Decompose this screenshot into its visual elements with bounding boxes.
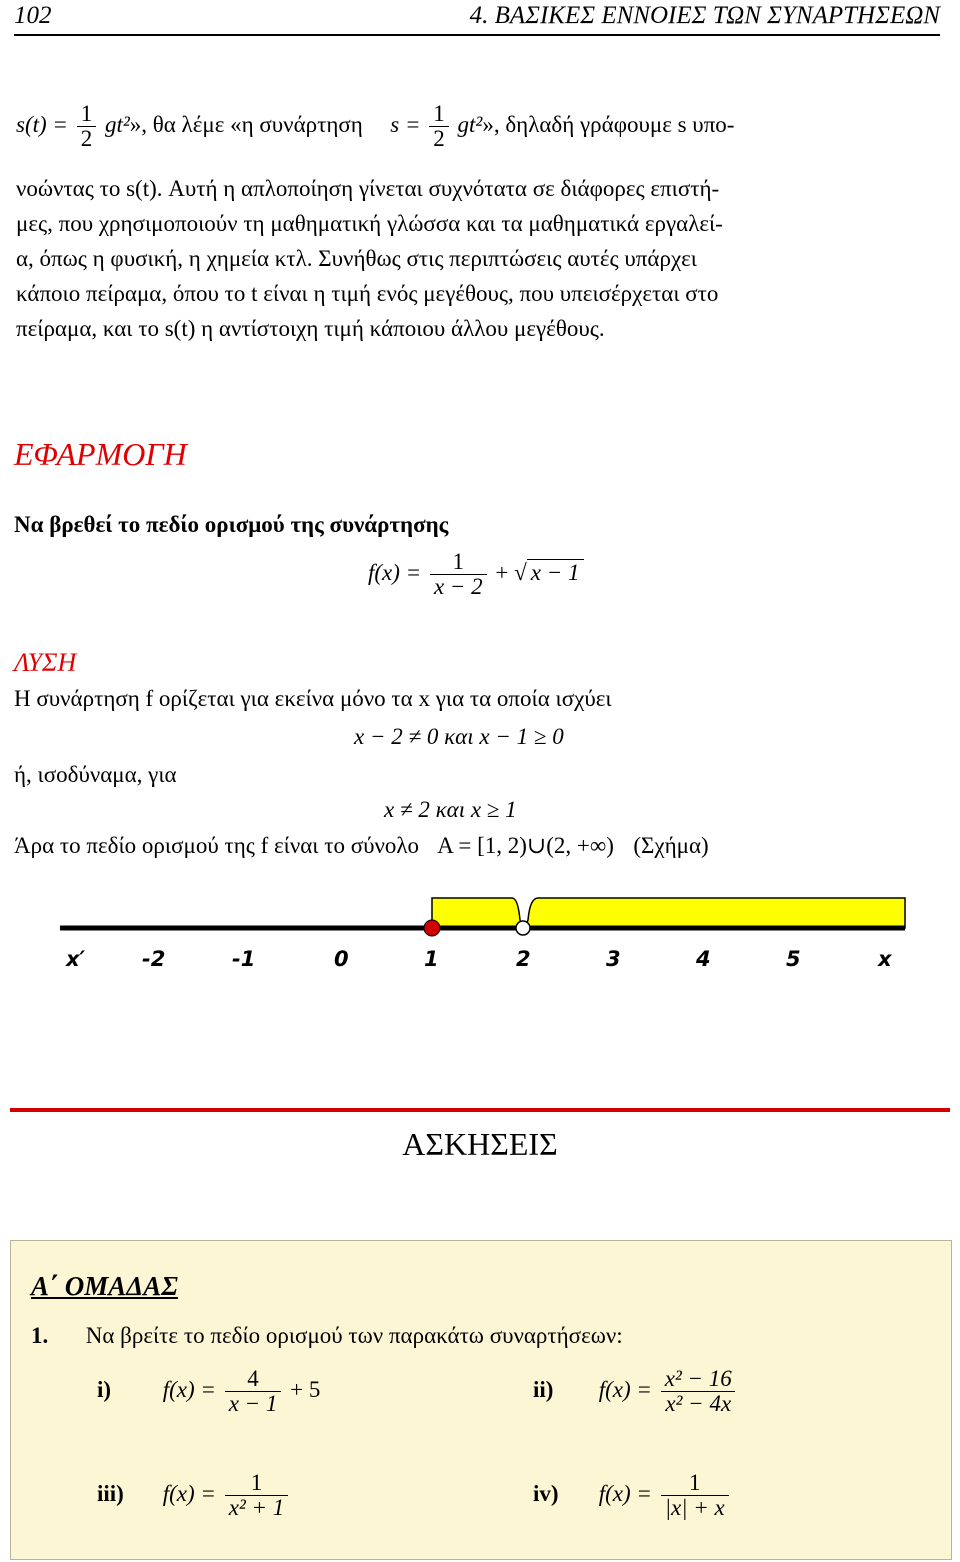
intro-line-1: s(t) = $\frac{1}{2}$ gt²», θα λέμε «η συνάρτηση s = $\frac{1}{2}$ gt²», δηλαδή γράφουμε s υπο- [16, 101, 735, 152]
application-title: ΕΦΑΡΜΟΓΗ [14, 436, 187, 472]
solution-line-1: Η συνάρτηση f ορίζεται για εκείνα μόνο τα x για τα οποία ισχύει [14, 686, 612, 711]
fraction: $\frac{1}{2}$ [429, 102, 449, 151]
page-number: 102 [14, 2, 52, 29]
figure-ref: (Σχήμα) [633, 833, 709, 858]
number-line-figure [0, 880, 960, 990]
chapter-title: 4. ΒΑΣΙΚΕΣ ΕΝΝΟΙΕΣ ΤΩΝ ΣΥΝΑΡΤΗΣΕΩΝ [469, 2, 940, 29]
fraction: $\frac{4}{x - 1}$ [225, 1367, 282, 1416]
closed-endpoint-1 [424, 920, 440, 936]
exercise-part-iv: iv) f(x) = $\frac{1}{|x| + x}$ [533, 1471, 732, 1520]
solution-title: ΛΥΣΗ [14, 648, 77, 677]
exercise-part-i: i) f(x) = $\frac{4}{x - 1}$ + 5 [97, 1366, 321, 1417]
intro-line-6: πείραμα, και το s(t) η αντίστοιχη τιμή κάποιου άλλου μεγέθους. [16, 316, 605, 341]
tick-label: x′ [66, 947, 86, 971]
intro-line-2: νοώντας το s(t). Αυτή η απλοποίηση γίνεται συχνότατα σε διάφορες επιστή- [16, 176, 720, 201]
domain-set: Α = [1, 2)∪(2, +∞) [437, 833, 614, 858]
exercise-1: 1. Να βρείτε το πεδίο ορισμού των παρακάτω συναρτήσεων: [31, 1323, 623, 1348]
section-divider [10, 1108, 950, 1112]
exercise-part-iii: iii) f(x) = $\frac{1}{\text{x² + 1}}$ [97, 1471, 291, 1520]
tick-label: x [878, 947, 892, 971]
exercises-title: ΑΣΚΗΣΕΙΣ [402, 1126, 558, 1162]
group-title: Α΄ ΟΜΑΔΑΣ [31, 1271, 178, 1301]
fraction: $\frac{1}{x - 2}$ [430, 550, 487, 599]
sqrt-radicand: x − 1 [527, 559, 584, 585]
tick-label: 2 [516, 947, 531, 971]
solution-line-3: Άρα το πεδίο ορισμού της f είναι το σύνολο Α = [1, 2)∪(2, +∞) (Σχήμα) [14, 833, 709, 858]
exercise-part-ii: ii) f(x) = $\frac{\text{x² − 16}}{\text{x² − 4x}}$ [533, 1367, 739, 1416]
domain-fill-region [432, 898, 905, 928]
application-prompt: Να βρεθεί το πεδίο ορισμού της συνάρτησης [14, 512, 449, 537]
solution-condition-1: x − 2 ≠ 0 και x − 1 ≥ 0 [354, 724, 564, 749]
tick-label: 4 [696, 947, 711, 971]
exercises-box [10, 1240, 952, 1560]
intro-line-3: μες, που χρησιμοποιούν τη μαθηματική γλώσσα και τα μαθηματικά εργαλεί- [16, 211, 723, 236]
tick-label: -2 [142, 947, 166, 971]
fraction: $\frac{1}{\text{x² + 1}}$ [225, 1471, 289, 1520]
fraction: $\frac{1}{2}$ [77, 102, 97, 151]
fraction: $\frac{\text{x² − 16}}{\text{x² − 4x}}$ [661, 1367, 736, 1416]
open-endpoint-2 [516, 921, 530, 935]
tick-label: 3 [606, 947, 621, 971]
intro-line-5: κάποιο πείραμα, όπου το t είναι η τιμή ενός μεγέθους, που υπεισέρχεται στο [16, 281, 719, 306]
solution-condition-2: x ≠ 2 και x ≥ 1 [384, 797, 517, 822]
page-header [14, 0, 940, 36]
solution-line-2: ή, ισοδύναμα, για [14, 762, 177, 787]
tick-label: 1 [424, 947, 439, 971]
application-formula: f(x) = $\frac{1}{x - 2}$ + √ x − 1 [368, 550, 584, 599]
tick-label: 5 [786, 947, 801, 971]
sqrt-symbol: √ [514, 559, 527, 585]
fraction: $\frac{1}{|x| + x}$ [661, 1471, 729, 1520]
tick-label: -1 [232, 947, 256, 971]
tick-label: 0 [334, 947, 349, 971]
intro-line-4: α, όπως η φυσική, η χημεία κτλ. Συνήθως στις περιπτώσεις αυτές υπάρχει [16, 246, 697, 271]
